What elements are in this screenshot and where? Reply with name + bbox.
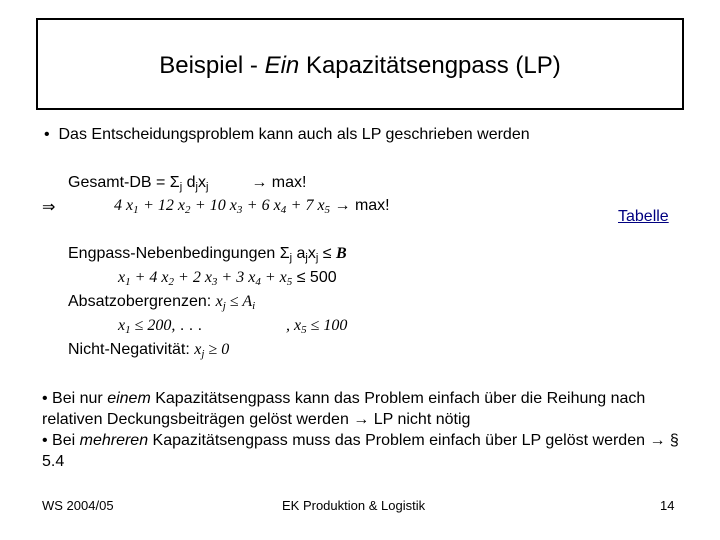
nonneg-line: [68, 341, 229, 359]
para2-post: Kapazitätsengpass muss das Problem einfach über LP gelöst werden → § 5.4: [42, 432, 679, 470]
constraint-lhs: $x_1 + 4$ $x_2 + 2$ $x_3 + 3$ $x_4 + x_5$: [118, 269, 293, 288]
absatz-expr: $x_j \le A_i$: [215, 293, 256, 312]
bullet-1: [44, 126, 530, 144]
bound-first: $x_1 \le 200$,: [118, 317, 176, 336]
para2-emphasis: mehreren: [79, 432, 149, 449]
para2-pre: • Bei: [42, 432, 80, 449]
arrow-icon: →: [334, 197, 351, 214]
footer-course: EK Produktion & Logistik: [282, 498, 426, 513]
title-box: [36, 18, 684, 110]
arrow-icon: →: [251, 174, 268, 191]
para1-emphasis: einem: [107, 390, 151, 407]
bullet-dot: •: [44, 126, 50, 143]
max-label: max!: [271, 174, 307, 191]
leq-symbol: ≤: [322, 245, 332, 262]
bullet-1-text: Das Entscheidungsproblem kann auch als LP geschrieben werden: [58, 126, 530, 143]
title-emphasis: Ein: [264, 52, 300, 79]
title-prefix: Beispiel -: [159, 52, 265, 79]
tabelle-link[interactable]: Tabelle: [618, 208, 669, 225]
objective-term: + 10 $x_3$: [194, 197, 243, 216]
bounds-line: [118, 317, 202, 335]
engpass-label: Engpass-Nebenbedingungen $\Sigma_j$ $a_jx_j$: [68, 245, 319, 264]
leq-symbol: ≤: [296, 269, 306, 286]
bound-last: , $x_5 \le 100$: [286, 317, 348, 336]
page-number: 14: [660, 498, 675, 513]
paragraph-multiple-bottlenecks: [42, 430, 702, 472]
nonneg-expr: $x_j \ge 0$: [194, 341, 230, 360]
engpass-line: [68, 245, 347, 263]
capacity-constraint: [118, 269, 337, 287]
paragraph-single-bottleneck: [42, 388, 702, 430]
gesamt-db-line: [68, 174, 306, 192]
gesamt-db-label: Gesamt-DB = $\Sigma_j$ $d_jx_j$: [68, 174, 209, 193]
engpass-rhs: B: [336, 245, 347, 262]
objective-function: [114, 197, 390, 215]
title-suffix: Kapazitätsengpass (LP): [299, 52, 561, 79]
para1-pre: • Bei nur: [42, 390, 108, 407]
objective-term: + 6 $x_4$: [246, 197, 287, 216]
slide-title: [38, 52, 682, 80]
implies-icon: ⇒: [42, 199, 56, 216]
constraint-rhs: 500: [309, 269, 337, 286]
absatz-label: Absatzobergrenzen:: [68, 293, 212, 310]
footer-semester: WS 2004/05: [42, 498, 114, 513]
bounds-line-last: [286, 317, 347, 335]
objective-term: + 12 $x_2$: [143, 197, 191, 216]
absatz-line: [68, 293, 255, 311]
bound-dots: . . .: [179, 317, 203, 334]
nonneg-label: Nicht-Negativität:: [68, 341, 190, 358]
para1-post: Kapazitätsengpass kann das Problem einfach über die Reihung nach relativen Deckungsbeiträgen gelöst werden → LP nicht nötig: [42, 390, 646, 428]
max-label: max!: [354, 197, 390, 214]
objective-term: 4 $x_1$: [114, 197, 139, 216]
objective-term: + 7 $x_5$: [290, 197, 331, 216]
